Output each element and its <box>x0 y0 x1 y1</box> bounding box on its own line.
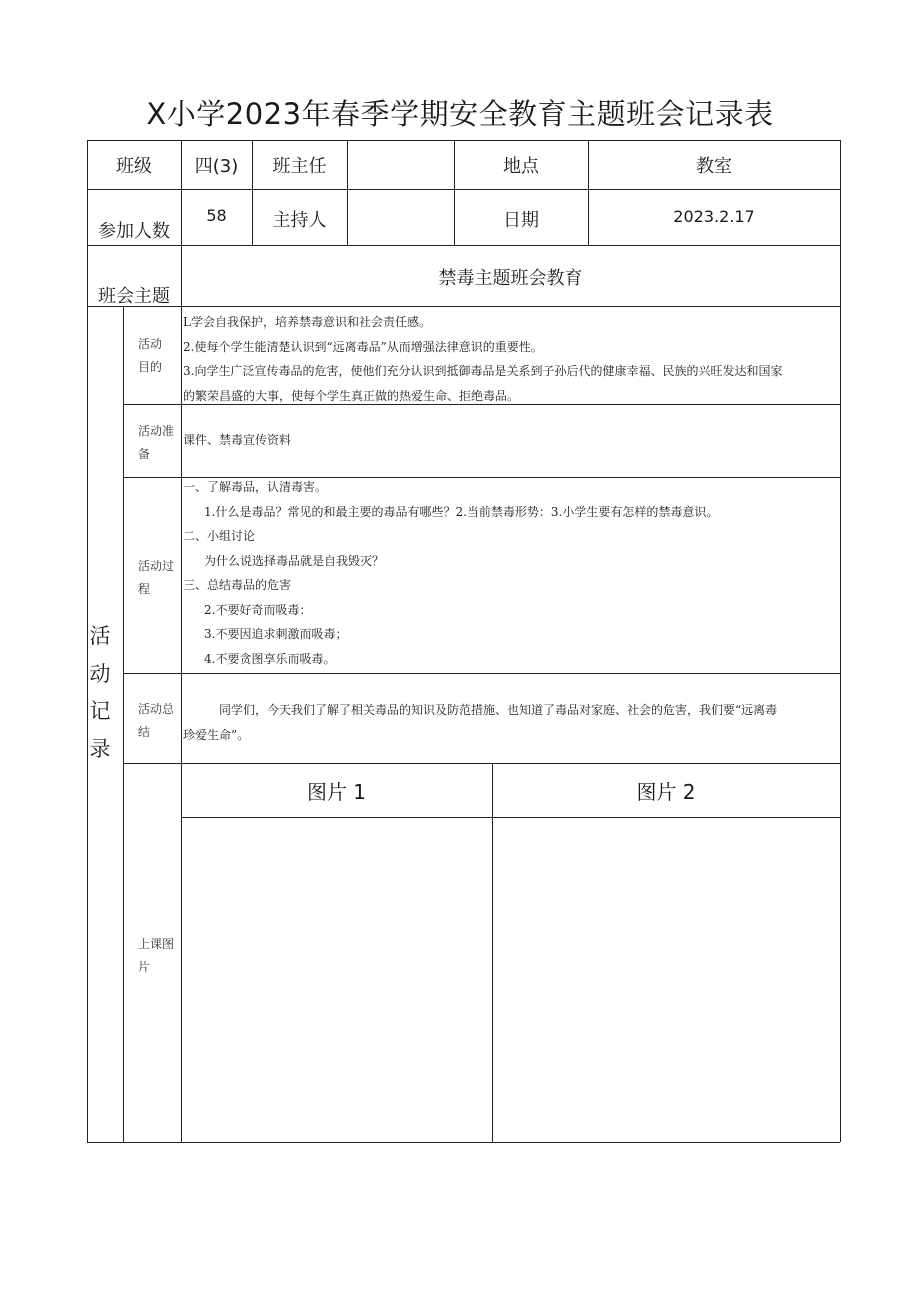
class-label: 班级 <box>116 155 152 177</box>
process-label: 活动过 程 <box>138 559 175 596</box>
class-value: 四(3) <box>194 155 239 177</box>
list-item: 2.不要好奇而吸毒： <box>204 602 312 617</box>
date-label: 日期 <box>503 210 539 231</box>
count-label: 参加人数 <box>98 221 170 242</box>
goal-content <box>183 310 840 408</box>
process-content <box>183 475 840 671</box>
list-item: 的繁荣昌盛的大事，使每个学生真正做的热爱生命、拒绝毒品。 <box>183 388 520 403</box>
theme-label: 班会主题 <box>98 286 170 307</box>
summary-line: 珍爱生命”。 <box>183 727 250 742</box>
list-item: 1.什么是毒品？常见的和最主要的毒品有哪些？2.当前禁毒形势：3.小学生要有怎样的禁毒意识。 <box>204 504 719 519</box>
list-item: 4.不要贪图享乐而吸毒。 <box>204 651 336 666</box>
photo-2-header: 图片 2 <box>636 779 696 804</box>
teacher-label: 班主任 <box>272 155 327 177</box>
summary-label: 活动总 结 <box>138 702 175 739</box>
list-item: L学会自我保护，培养禁毒意识和社会责任感。 <box>183 315 431 329</box>
place-value: 教室 <box>696 155 732 177</box>
list-item: 一、了解毒品，认清毒害。 <box>183 480 328 494</box>
teacher-value <box>347 140 454 189</box>
date-value: 2023.2.17 <box>673 207 755 226</box>
goal-label: 活动 目的 <box>138 337 163 374</box>
list-item: 二、小组讨论 <box>183 529 256 543</box>
prep-label: 活动准 备 <box>138 424 175 461</box>
list-item: 2.使每个学生能清楚认识到“远离毒品”从而增强法律意识的重要性。 <box>183 339 543 354</box>
place-label: 地点 <box>503 155 539 177</box>
summary-line: 同学们，今天我们了解了相关毒品的知识及防范措施、也知道了毒品对家庭、社会的危害，我们要“远离毒 <box>219 703 778 717</box>
photo-2-area <box>493 818 839 1141</box>
prep-content: 课件、禁毒宣传资料 <box>183 433 292 447</box>
photo-label: 上课图 片 <box>138 937 175 974</box>
photo-1-area <box>182 818 491 1141</box>
count-value: 58 <box>206 206 227 225</box>
list-item: 三、总结毒品的危害 <box>183 578 292 592</box>
list-item: 3.不要因追求刺激而吸毒； <box>204 627 348 641</box>
list-item: 为什么说选择毒品就是自我毁灭？ <box>204 553 385 568</box>
host-label: 主持人 <box>272 210 327 231</box>
theme-value: 禁毒主题班会教育 <box>438 268 583 289</box>
photo-1-header: 图片 1 <box>306 779 367 804</box>
summary-content <box>183 698 840 747</box>
page-title: X小学2023年春季学期安全教育主题班会记录表 <box>146 97 774 131</box>
activity-record-side-label: 活 动 记 录 <box>89 624 111 761</box>
list-item: 3.向学生广泛宣传毒品的危害，使他们充分认识到抵御毒品是关系到子孙后代的健康幸福、民族的兴旺发达和国家 <box>183 364 783 378</box>
